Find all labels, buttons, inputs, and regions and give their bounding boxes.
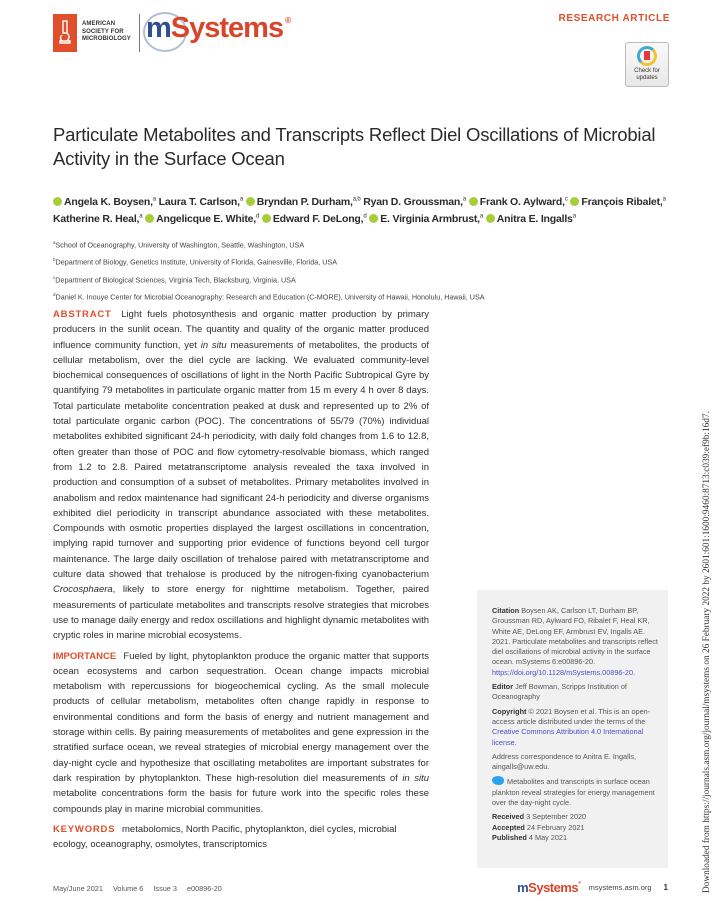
- importance-italic: in situ: [402, 772, 429, 784]
- copyright: [492, 707, 658, 748]
- society-name-line: SOCIETY FOR: [82, 28, 124, 35]
- microscope-icon: [57, 19, 73, 47]
- twitter-icon: [492, 776, 504, 785]
- issue-date: May/June 2021: [53, 884, 103, 893]
- importance-text: Fueled by light, phytoplankton produce the organic matter that supports ocean ecosystems and carbon sequestration. Ocean change impacts microbial metabolism with repercussions for biogeochemical cycling. As the small molecule products of cellular metabolism, metabolites often change rapidly in response to environmental conditions and form the basis of energy and nutrient management and storage within cells. By pairing measurements of metabolites and gene expression in the stratified surface ocean, we reveal strategies of microbial energy management over the day-night cycle and hypothesize that oscillating metabolites are important substrates for dark respiration by phytoplankton. These high-resolution diel measurements of: [53, 650, 429, 784]
- abstract-italic: in situ: [200, 339, 227, 351]
- tweet-text: Metabolites and transcripts in surface ocean plankton reveal strategies for energy management over the day-night cycle.: [492, 777, 655, 808]
- received-label: Received: [492, 812, 525, 822]
- abstract-text: Light fuels photosynthesis and organic matter production by primary producers in the sunlit ocean. The quantity and quality of the organic matter produced influence community function, yet: [53, 309, 430, 351]
- author[interactable]: [53, 196, 156, 208]
- check-updates-label: Check for: [634, 68, 660, 74]
- author-affiliation-key: a,b: [352, 196, 361, 202]
- footer-journal-logo: [517, 880, 581, 895]
- keywords-label: KEYWORDS: [53, 823, 116, 835]
- asm-logo: [53, 14, 77, 52]
- author-name: Angela K. Boysen,: [64, 195, 153, 208]
- published-date: [492, 833, 658, 843]
- citation: [492, 606, 658, 678]
- keywords: [53, 822, 429, 853]
- check-updates-label: updates: [636, 74, 658, 81]
- volume: Volume 6: [112, 884, 144, 893]
- author-name: Bryndan P. Durham,: [256, 195, 353, 208]
- author-affiliation-key: a: [152, 196, 156, 202]
- author-name: François Ribalet,: [581, 195, 663, 208]
- affiliation-key: c: [53, 274, 56, 280]
- author-name: Ryan D. Groussman,: [363, 195, 463, 208]
- journal-logo-name: Systems: [170, 12, 284, 44]
- publication-dates: [492, 812, 658, 843]
- orcid-icon[interactable]: [145, 214, 154, 223]
- affiliation-text: Department of Biological Sciences, Virginia Tech, Blacksburg, Virginia, USA: [55, 275, 296, 285]
- author[interactable]: [363, 196, 466, 208]
- orcid-icon[interactable]: [262, 214, 271, 223]
- check-for-updates-button[interactable]: [625, 42, 669, 87]
- affiliation: [53, 252, 485, 269]
- copyright-text: © 2021 Boysen et al. This is an open-access article distributed under the terms of the: [492, 706, 651, 726]
- footer-logo-prefix: m: [517, 879, 529, 895]
- author-name: Laura T. Carlson,: [158, 195, 240, 208]
- footer-logo-name: Systems: [528, 879, 579, 895]
- citation-text: Boysen AK, Carlson LT, Durham BP, Groussman RD, Aylward FO, Ribalet F, Heal KR, White AE, DeLong EF, Armbrust EV, Ingalls AE. 2021. Particulate metabolites and transcripts reflect diel oscillations of microbial activity in the surface ocean. mSystems 6:e00896-20.: [492, 606, 658, 667]
- society-name-line: AMERICAN: [82, 21, 116, 27]
- affiliation-text: Daniel K. Inouye Center for Microbial Oceanography: Research and Education (C-MORE), University of Hawaii, Honolulu, Hawaii, USA: [55, 292, 485, 302]
- affiliation: [53, 235, 485, 252]
- abstract-text: , likely to store energy for nighttime metabolism. Together, paired measurements of particulate metabolites and transcripts resolve strategies that microbes use to manage daily energy and redox oscillations and highlight dynamic metabolites with cryptic roles in marine microbial ecosystems.: [53, 584, 429, 642]
- author[interactable]: [369, 213, 483, 225]
- author-affiliation-key: d: [363, 213, 367, 220]
- author[interactable]: [246, 196, 361, 208]
- received-date: [492, 812, 658, 822]
- author-line: [53, 192, 678, 210]
- citation-label: Citation: [492, 606, 520, 615]
- author-name: E. Virginia Armbrust,: [380, 213, 480, 225]
- footer-registered-mark: ®: [578, 879, 581, 885]
- logo-divider: [139, 14, 140, 52]
- author[interactable]: [262, 213, 367, 225]
- author-affiliation-key: a: [139, 213, 143, 220]
- affiliation-key: d: [53, 292, 56, 298]
- author-affiliation-key: c: [564, 196, 568, 202]
- society-name: [82, 21, 131, 44]
- affiliation: [53, 270, 485, 287]
- accepted-value: 24 February 2021: [526, 822, 585, 832]
- published-value: 4 May 2021: [528, 832, 568, 842]
- accepted-date: [492, 823, 658, 833]
- author-name: Frank O. Aylward,: [479, 195, 565, 208]
- author[interactable]: [145, 213, 259, 225]
- importance-text: metabolite concentrations form the basis for future work into the specific roles these compounds play in marine microbial communities.: [53, 788, 429, 815]
- issue-info: [53, 884, 230, 893]
- published-label: Published: [492, 832, 527, 842]
- author[interactable]: [570, 196, 665, 208]
- journal-logo-prefix: m: [146, 12, 171, 44]
- license-link[interactable]: Creative Commons Attribution 4.0 International license: [492, 727, 644, 747]
- orcid-icon[interactable]: [469, 197, 478, 206]
- footer-right: [517, 878, 668, 896]
- received-value: 3 September 2020: [526, 812, 587, 822]
- author[interactable]: [486, 213, 576, 225]
- correspondence: Address correspondence to Anitra E. Ingalls, aingalls@uw.edu.: [492, 751, 636, 772]
- orcid-icon[interactable]: [486, 214, 495, 223]
- author-line: [53, 210, 678, 228]
- journal-logo: [146, 12, 290, 45]
- copyright-end: .: [514, 737, 517, 747]
- editor-text: Jeff Bowman, Scripps Institution of Oceanography: [492, 682, 627, 702]
- orcid-icon[interactable]: [53, 197, 62, 206]
- keywords-text: metabolomics, North Pacific, phytoplankton, diel cycles, microbial ecology, oceanography, osmolytes, transcriptomics: [53, 823, 397, 851]
- article-type: RESEARCH ARTICLE: [558, 13, 670, 24]
- affiliation-list: [53, 235, 485, 305]
- affiliation: [53, 287, 485, 304]
- author-list: [53, 192, 678, 227]
- author-name: Katherine R. Heal,: [53, 213, 140, 225]
- importance-label: IMPORTANCE: [53, 650, 117, 662]
- bookmark-icon: [637, 46, 657, 66]
- orcid-icon[interactable]: [246, 197, 255, 206]
- author-affiliation-key: a: [662, 196, 666, 202]
- accepted-label: Accepted: [492, 822, 525, 832]
- article-id: e00896-20: [186, 884, 222, 893]
- author-affiliation-key: a: [572, 213, 576, 220]
- issue: Issue 3: [153, 884, 177, 893]
- registered-mark: ®: [285, 16, 291, 25]
- author-affiliation-key: d: [255, 213, 260, 220]
- tweet: [492, 776, 658, 808]
- copyright-label: Copyright: [492, 706, 527, 716]
- main-text-column: [53, 307, 429, 852]
- affiliation-key: a: [53, 240, 56, 245]
- page-number: 1: [663, 882, 668, 892]
- editor-label: Editor: [492, 682, 514, 692]
- importance: [53, 649, 429, 817]
- author-affiliation-key: a: [462, 196, 467, 202]
- download-watermark: Downloaded from https://journals.asm.org/journal/msystems on 26 February 2022 by 2601:601:1600:9460:8713:c039:ef9b:16d7.: [702, 411, 712, 893]
- author-affiliation-key: a: [239, 196, 244, 202]
- author-name: Anitra E. Ingalls: [496, 213, 573, 225]
- abstract: [53, 307, 429, 644]
- abstract-italic: Crocosphaera: [53, 584, 113, 596]
- author[interactable]: [469, 196, 568, 208]
- society-name-line: MICROBIOLOGY: [82, 36, 131, 42]
- affiliation-key: b: [53, 257, 56, 263]
- author-name: Edward F. DeLong,: [272, 213, 364, 225]
- editor: [492, 682, 658, 703]
- abstract-label: ABSTRACT: [53, 309, 112, 320]
- author-name: Angelicque E. White,: [156, 213, 256, 225]
- author[interactable]: [159, 196, 243, 208]
- author[interactable]: [53, 213, 142, 225]
- orcid-icon[interactable]: [369, 214, 378, 223]
- article-title: Particulate Metabolites and Transcripts Reflect Diel Oscillations of Microbial Activity in the Surface Ocean: [53, 124, 656, 169]
- affiliation-text: School of Oceanography, University of Washington, Seattle, Washington, USA: [55, 240, 305, 250]
- author-affiliation-key: a: [479, 213, 484, 220]
- orcid-icon[interactable]: [570, 197, 579, 206]
- abstract-text: measurements of metabolites, the products of cellular metabolism, over the diel cycle are lacking. We evaluated community-level biochemical consequences of oscillations of light in the North Pacific Subtropical Gyre by quantifying 79 metabolites in particulate organic matter from 15 m every 4 h over 8 days. Total particulate metabolite concentration peaked at dusk and represented up to 2% of total particulate organic carbon (POC). The concentrations of 55/79 (70%) individual metabolites exhibited significant 24-h periodicity, with daily fold changes from 1.6 to 12.8, often greater than those of POC and flow cytometry-resolvable biomass, which ranged from 1.2 to 2.8. Paired metatranscriptome analysis revealed the taxa involved in production and consumption of a subset of metabolites. Primary metabolites involved in anabolism and redox maintenance had significant 24-h periodicity and diverse organisms exhibited diel periodicity in transcript abundance associated with these metabolites. Compounds with osmotic properties displayed the largest oscillations in concentration, implying rapid turnover and supporting prior evidence of functions beyond cell turgor maintenance. The large daily oscillation of trehalose paired with metatranscriptome and culture data showed that trehalose is produced by the nitrogen-fixing cyanobacterium: [53, 339, 429, 581]
- journal-site-link[interactable]: msystems.asm.org: [588, 882, 652, 892]
- affiliation-text: Department of Biology, Genetics Institute, University of Florida, Gainesville, Florida, USA: [55, 257, 338, 267]
- doi-link[interactable]: https://doi.org/10.1128/mSystems.00896-20.: [492, 667, 636, 677]
- article-info-sidebar: [477, 590, 668, 868]
